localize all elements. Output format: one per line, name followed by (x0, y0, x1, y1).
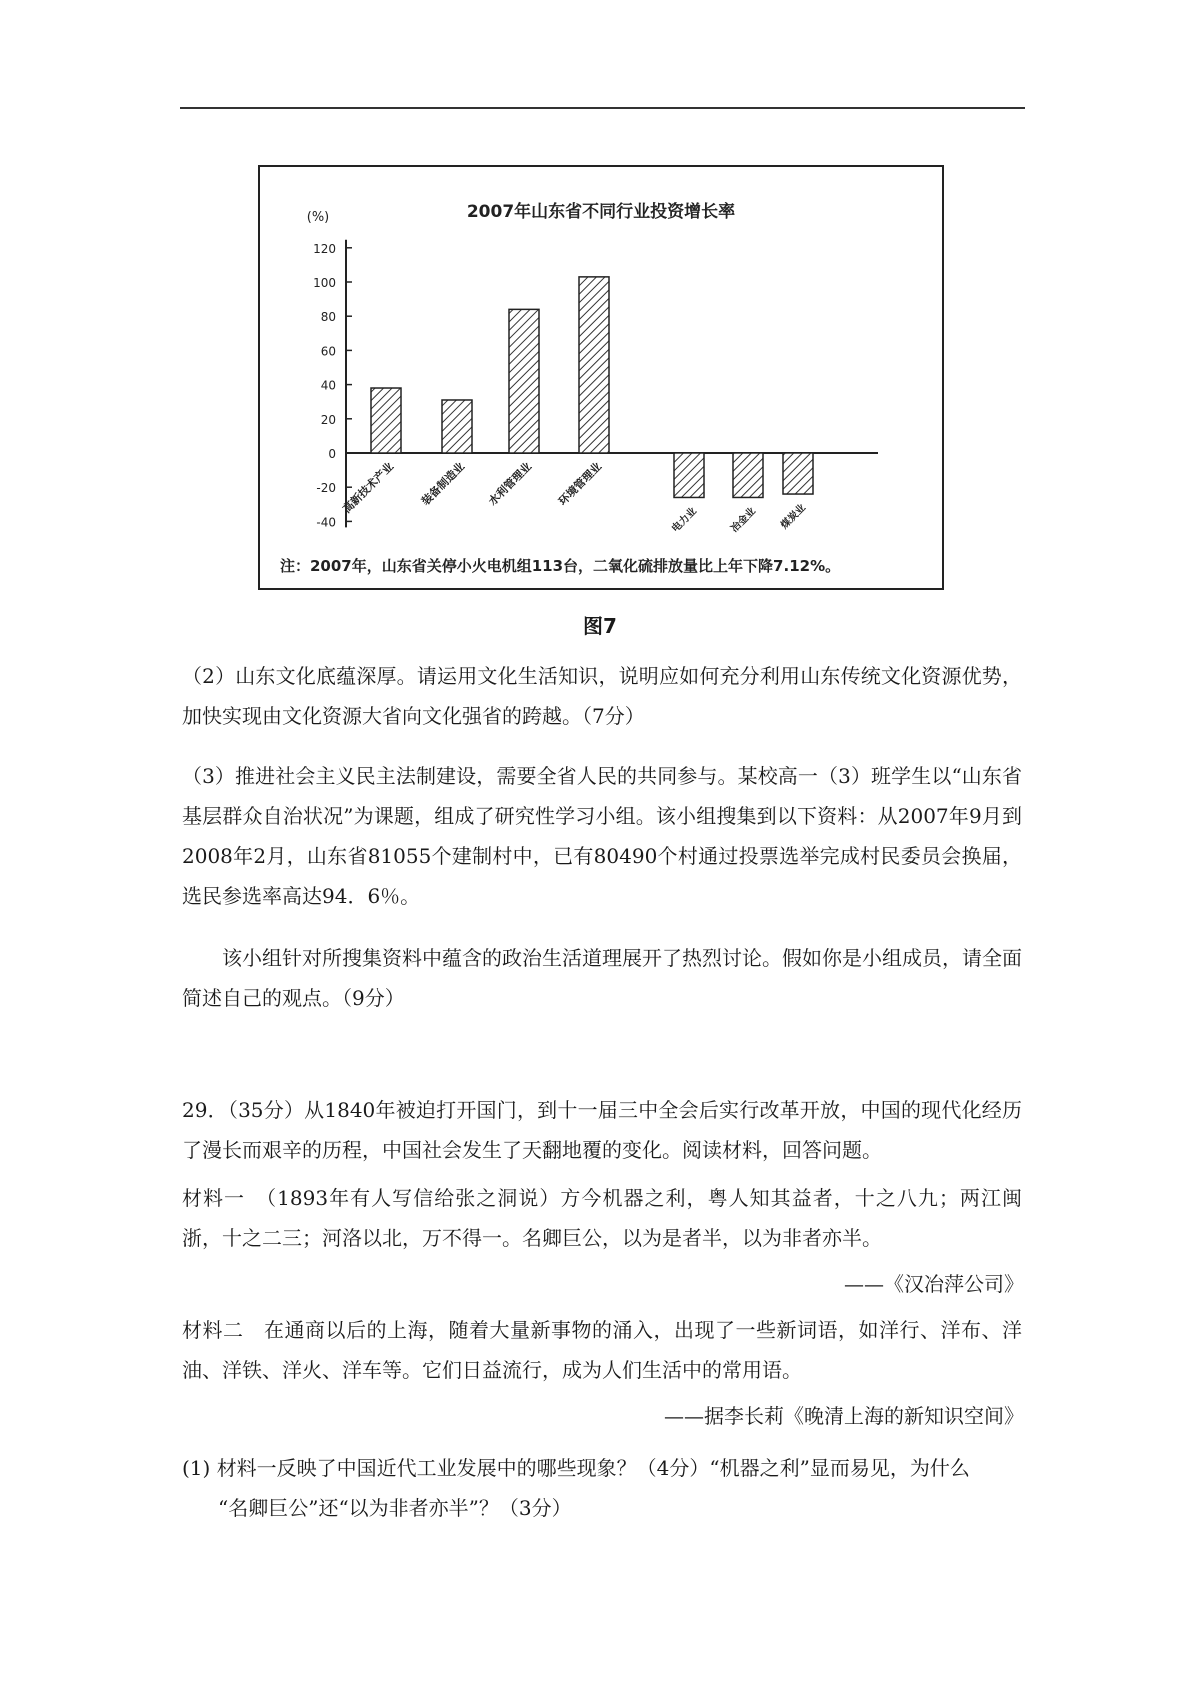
y-tick-label: 40 (320, 378, 336, 393)
material-1-source: ——《汉冶萍公司》 (844, 1272, 1024, 1296)
y-tick-label: 100 (313, 276, 336, 290)
bar (783, 453, 813, 494)
chart-canvas (258, 165, 944, 590)
category-label: 装备制造业 (419, 459, 468, 509)
bar (733, 453, 763, 497)
material-1: 材料一 （1893年有人写信给张之洞说）方今机器之利，粤人知其益者，十之八九；两江闽浙，十之二三；河洛以北，万不得一。名卿巨公，以为是者半，以为非者亦半。 (182, 1186, 1022, 1250)
chart-note: 注：2007年，山东省关停小火电机组113台，二氧化硫排放量比上年下降7.12%。 (280, 557, 841, 575)
question-3: （3）推进社会主义民主法制建设，需要全省人民的共同参与。某校高一（3）班学生以“山东省基层群众自治状况”为课题，组成了研究性学习小组。该小组搜集到以下资料：从2007年9月到2008年2月，山东省81055个建制村中，已有80490个村通过投票选举完成村民委员会换届，选民参选率高达94．6％。 (182, 764, 1022, 908)
question-29-1-line-2: “名卿巨公”还“以为非者亦半”？（3分） (218, 1496, 572, 1520)
material-2-source: ——据李长莉《晚清上海的新知识空间》 (664, 1404, 1024, 1428)
figure-caption: 图7 (583, 614, 617, 638)
question-2: （2）山东文化底蕴深厚。请运用文化生活知识，说明应如何充分利用山东传统文化资源优势，加快实现由文化资源大省向文化强省的跨越。（7分） (182, 664, 1022, 728)
y-tick-label: 20 (320, 412, 336, 427)
material-2: 材料二 在通商以后的上海，随着大量新事物的涌入，出现了一些新词语，如洋行、洋布、洋油、洋铁、洋火、洋车等。它们日益流行，成为人们生活中的常用语。 (182, 1318, 1022, 1382)
category-label: 环境管理业 (556, 459, 605, 509)
investment-growth-chart (258, 165, 944, 590)
y-tick-label: 120 (313, 241, 336, 256)
question-3-task: 该小组针对所搜集资料中蕴含的政治生活道理展开了热烈讨论。假如你是小组成员，请全面简述自己的观点。（9分） (182, 946, 1022, 1010)
y-tick-label: -40 (316, 515, 336, 530)
category-label: 水利管理业 (486, 459, 535, 509)
question-29-1-line-1: (1) 材料一反映了中国近代工业发展中的哪些现象？（4分）“机器之利”显而易见，为什么 (182, 1456, 970, 1480)
bar (674, 453, 704, 497)
bar (442, 400, 472, 453)
category-label: 煤炭业 (779, 502, 809, 532)
category-label: 冶金业 (729, 505, 759, 535)
y-tick-label: 0 (328, 447, 336, 461)
y-axis-unit: (%) (306, 210, 330, 225)
chart-title: 2007年山东省不同行业投资增长率 (466, 202, 736, 222)
header-rule (180, 107, 1025, 109)
bar (579, 277, 609, 453)
category-label: 高新技术产业 (340, 459, 397, 516)
y-tick-label: -20 (316, 481, 336, 496)
question-29: 29．（35分）从1840年被迫打开国门，到十一届三中全会后实行改革开放，中国的现代化经历了漫长而艰辛的历程，中国社会发生了天翻地覆的变化。阅读材料，回答问题。 (182, 1098, 1022, 1162)
y-tick-label: 60 (320, 344, 336, 359)
bar (371, 388, 401, 453)
y-tick-label: 80 (320, 310, 336, 325)
category-label: 电力业 (670, 505, 700, 535)
bar (509, 309, 539, 453)
